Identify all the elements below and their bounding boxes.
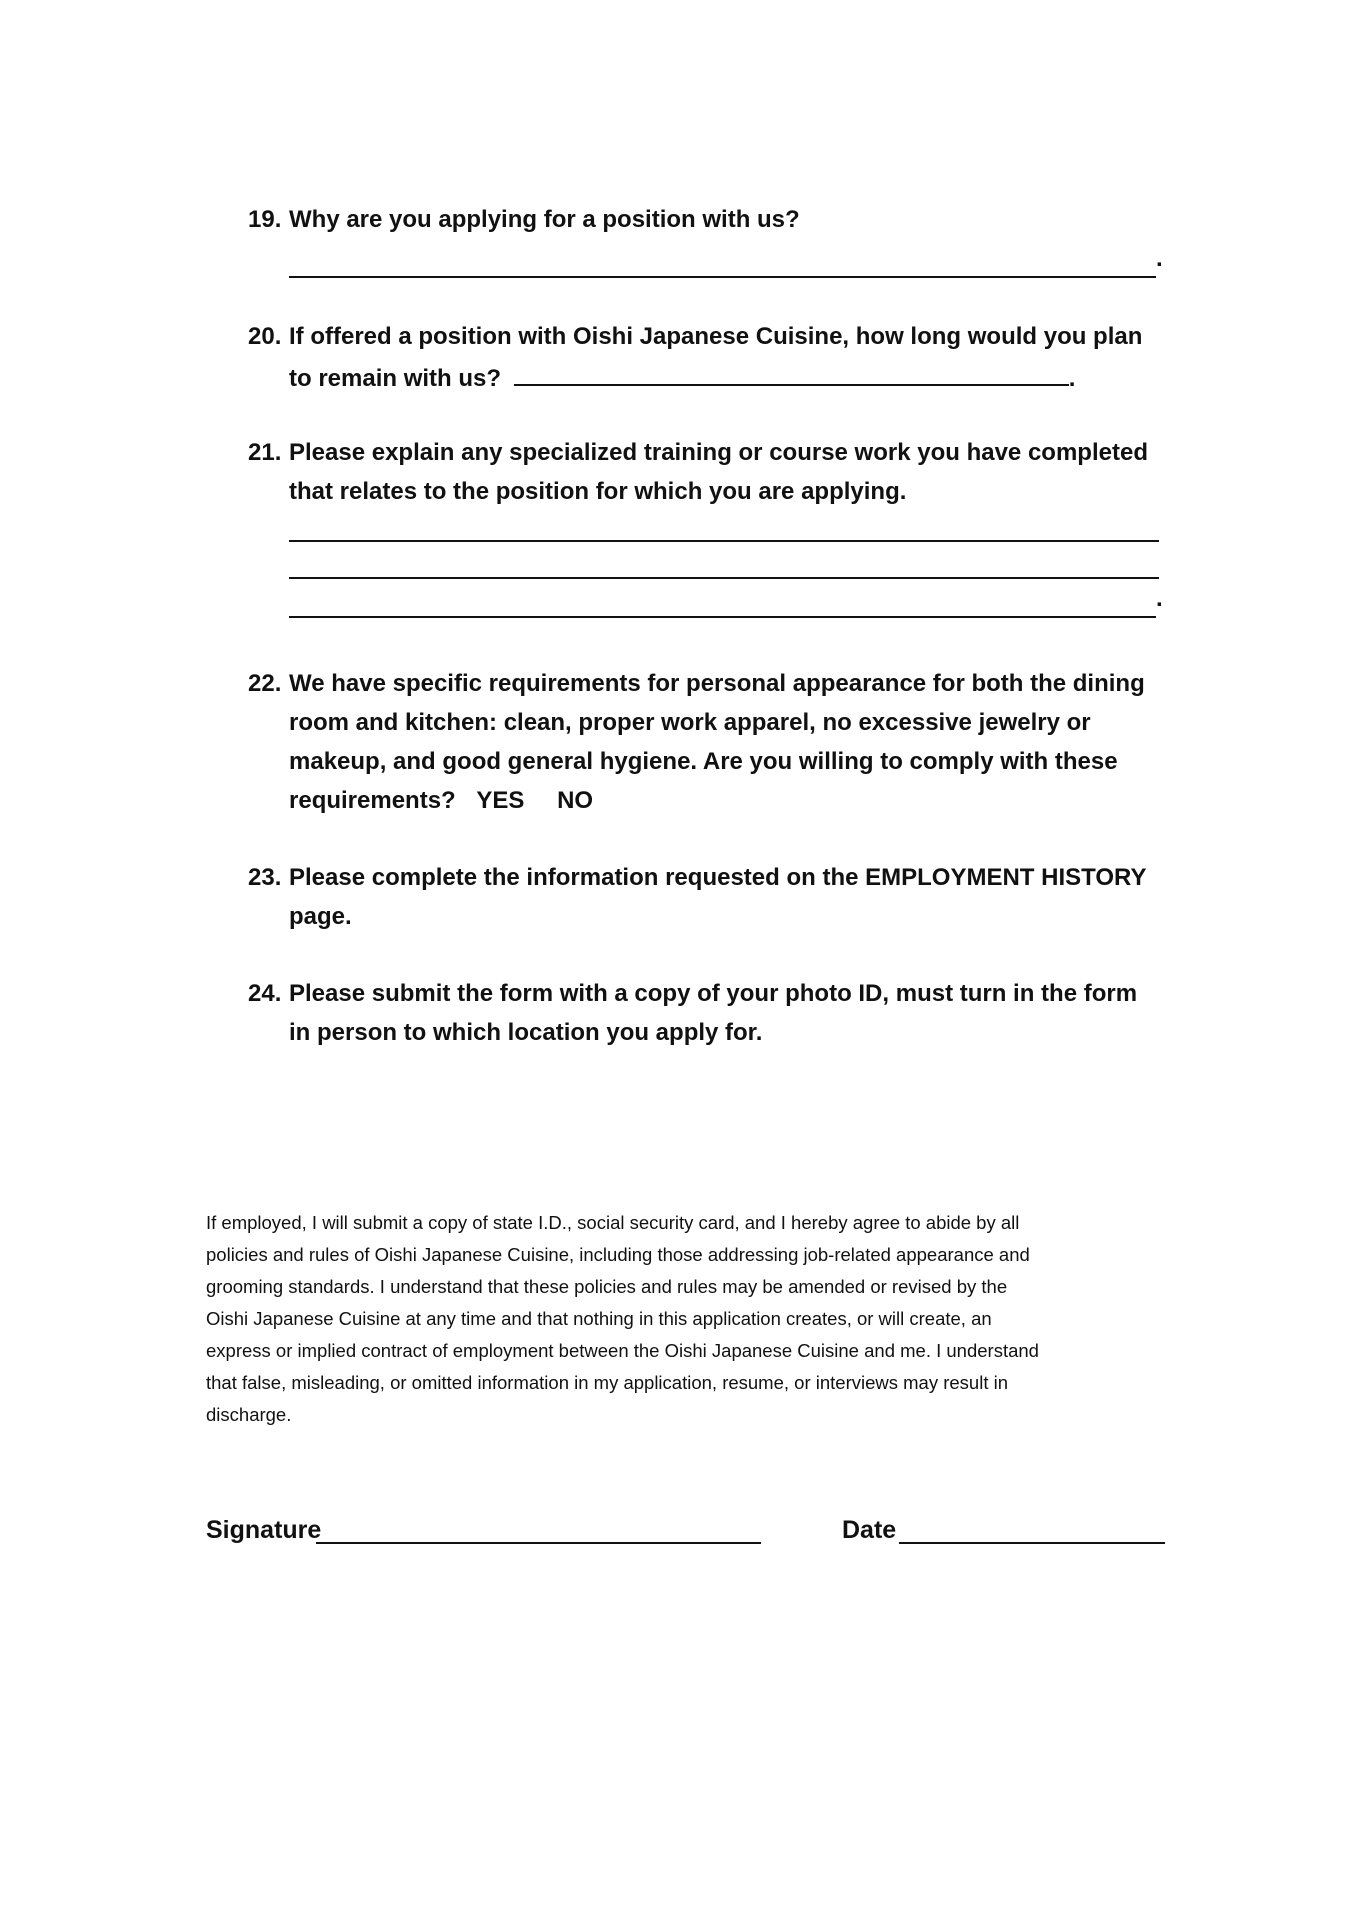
question-text-line-2: page. bbox=[289, 903, 352, 930]
question-text-line-2: that relates to the position for which you are applying. bbox=[289, 478, 907, 505]
question-text-line-4: requirements? bbox=[289, 787, 456, 814]
answer-line-1[interactable] bbox=[289, 515, 1159, 542]
question-number: 21. bbox=[248, 439, 282, 466]
question-text-line-1: Please complete the information requested on the EMPLOYMENT HISTORY bbox=[289, 864, 1147, 891]
disclaimer-line: policies and rules of Oishi Japanese Cuisine, including those addressing job-related appearance and bbox=[206, 1244, 1030, 1265]
answer-line-2[interactable] bbox=[289, 552, 1159, 579]
question-text-line-3: makeup, and good general hygiene. Are you willing to comply with these bbox=[289, 748, 1118, 775]
signature-field[interactable] bbox=[316, 1542, 761, 1544]
signature-row bbox=[206, 1508, 1166, 1548]
question-number: 19. bbox=[248, 206, 282, 233]
question-19 bbox=[248, 200, 1168, 278]
date-label: Date bbox=[842, 1516, 897, 1544]
question-number: 24. bbox=[248, 980, 282, 1007]
question-text: Why are you applying for a position with us? bbox=[289, 206, 800, 233]
question-number: 22. bbox=[248, 670, 282, 697]
disclaimer bbox=[206, 1207, 1166, 1431]
question-text-line-1: Please explain any specialized training or course work you have completed bbox=[289, 439, 1148, 466]
answer-line[interactable] bbox=[289, 251, 1156, 278]
question-text-line-1: Please submit the form with a copy of your photo ID, must turn in the form bbox=[289, 980, 1138, 1007]
answer-line-3[interactable] bbox=[289, 591, 1156, 618]
signature-label: Signature bbox=[206, 1516, 322, 1544]
disclaimer-line: If employed, I will submit a copy of state I.D., social security card, and I hereby agree to abide by all bbox=[206, 1212, 1020, 1233]
question-number: 23. bbox=[248, 864, 282, 891]
question-text-line-2: to remain with us? bbox=[289, 365, 502, 392]
question-text-line-2: room and kitchen: clean, proper work apparel, no excessive jewelry or bbox=[289, 709, 1091, 736]
question-24 bbox=[248, 974, 1168, 1052]
date-field[interactable] bbox=[899, 1542, 1165, 1544]
question-text-line-1: If offered a position with Oishi Japanese Cuisine, how long would you plan bbox=[289, 323, 1143, 350]
disclaimer-line: that false, misleading, or omitted information in my application, resume, or interviews may result in bbox=[206, 1372, 1009, 1393]
answer-period: . bbox=[1156, 585, 1163, 612]
question-21 bbox=[248, 433, 1168, 618]
answer-line[interactable] bbox=[514, 356, 1069, 386]
disclaimer-line: discharge. bbox=[206, 1404, 292, 1425]
question-text-line-2: in person to which location you apply for. bbox=[289, 1019, 763, 1046]
question-22 bbox=[248, 664, 1168, 820]
answer-period: . bbox=[1068, 365, 1076, 392]
question-text-line-1: We have specific requirements for personal appearance for both the dining bbox=[289, 670, 1145, 697]
answer-period: . bbox=[1156, 245, 1163, 272]
disclaimer-line: Oishi Japanese Cuisine at any time and that nothing in this application creates, or will create, an bbox=[206, 1308, 992, 1329]
disclaimer-line: grooming standards. I understand that these policies and rules may be amended or revised by the bbox=[206, 1276, 1008, 1297]
question-20 bbox=[248, 317, 1168, 398]
yes-option[interactable]: YES bbox=[476, 787, 525, 814]
question-23 bbox=[248, 858, 1168, 936]
question-number: 20. bbox=[248, 323, 282, 350]
no-option[interactable]: NO bbox=[557, 787, 594, 814]
disclaimer-line: express or implied contract of employment between the Oishi Japanese Cuisine and me. I understand bbox=[206, 1340, 1039, 1361]
